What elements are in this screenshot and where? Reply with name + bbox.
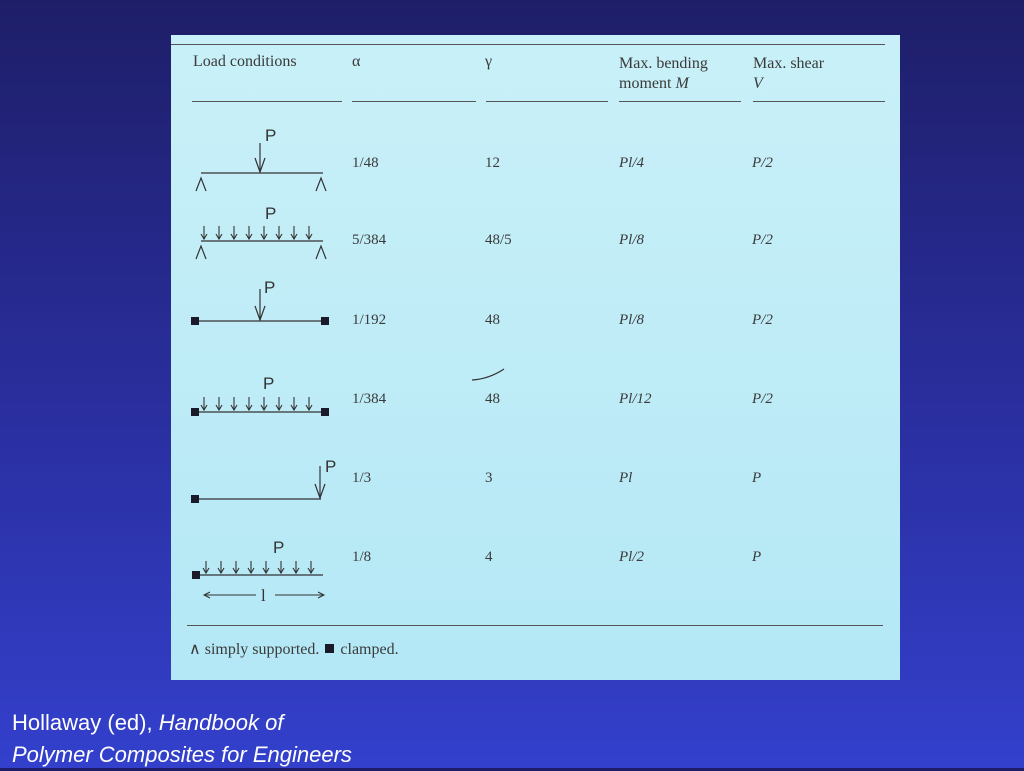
row-1-shear: P/2 xyxy=(752,155,773,171)
bottom-rule xyxy=(187,625,883,626)
distributed-arrows xyxy=(201,226,312,239)
header-moment-symbol: M xyxy=(675,75,689,92)
header-moment-word: moment xyxy=(619,75,672,92)
header-gamma: γ xyxy=(485,53,493,70)
simply-supported-text: simply supported. xyxy=(204,641,320,658)
legend xyxy=(189,639,399,659)
diagram-clamped-point-load xyxy=(171,275,341,335)
distributed-arrows xyxy=(203,561,314,573)
row-2-alpha: 5/384 xyxy=(352,232,387,248)
row-3-gamma: 48 xyxy=(485,312,500,328)
diagram-clamped-distributed-load xyxy=(171,371,341,421)
diagram-svg-3 xyxy=(171,275,341,335)
load-label: P xyxy=(273,538,285,557)
clamp-left-square xyxy=(192,571,200,579)
clamped-square-icon xyxy=(325,644,334,653)
top-rule xyxy=(171,44,885,45)
row-4-moment: Pl/12 xyxy=(619,391,652,407)
header-moment-line2 xyxy=(619,74,708,94)
diagram-svg-5 xyxy=(171,455,346,510)
clamp-right-square xyxy=(321,317,329,325)
distributed-arrows xyxy=(201,397,312,410)
simply-supported-symbol: ∧ xyxy=(189,641,201,658)
caption-title-line1: Handbook of xyxy=(158,710,284,735)
row-6-alpha: 1/8 xyxy=(352,549,372,565)
row-1-alpha: 1/48 xyxy=(352,155,379,171)
row-3-moment: Pl/8 xyxy=(619,312,644,328)
header-load-conditions: Load conditions xyxy=(193,53,297,70)
caption-author: Hollaway (ed), xyxy=(12,710,153,735)
header-max-shear xyxy=(753,54,824,94)
diagram-cantilever-point-load xyxy=(171,455,346,510)
header-alpha: α xyxy=(352,53,361,70)
clamp-right-square xyxy=(321,408,329,416)
clamp-left-square xyxy=(191,408,199,416)
header-underline-shear xyxy=(753,101,885,102)
row-1-gamma: 12 xyxy=(485,155,500,171)
row-5-alpha: 1/3 xyxy=(352,470,372,486)
table-panel xyxy=(171,35,900,680)
diagram-svg-4 xyxy=(171,371,341,421)
row-6-gamma: 4 xyxy=(485,549,493,565)
row-6-moment: Pl/2 xyxy=(619,549,644,565)
row-2-moment: Pl/8 xyxy=(619,232,644,248)
row-3-shear: P/2 xyxy=(752,312,773,328)
caption xyxy=(12,707,352,771)
row-6-shear: P xyxy=(752,549,762,565)
clamped-text: clamped. xyxy=(340,641,399,658)
header-underline-alpha xyxy=(352,101,476,102)
pen-mark xyxy=(469,365,509,385)
header-underline-moment xyxy=(619,101,741,102)
diagram-svg-1 xyxy=(171,121,341,191)
diagram-cantilever-distributed-load xyxy=(171,535,341,610)
clamp-left-square xyxy=(191,495,199,503)
header-underline-load xyxy=(192,101,342,102)
load-label: P xyxy=(265,204,277,223)
row-4-gamma: 48 xyxy=(485,391,500,407)
row-4-alpha: 1/384 xyxy=(352,391,387,407)
header-underline-gamma xyxy=(486,101,608,102)
row-5-shear: P xyxy=(752,470,762,486)
caption-line1 xyxy=(12,707,352,739)
row-2-gamma: 48/5 xyxy=(485,232,512,248)
diagram-simply-supported-point-load xyxy=(171,121,341,191)
header-moment-line1: Max. bending xyxy=(619,55,708,72)
header-max-bending-moment xyxy=(619,54,708,94)
header-shear-symbol: V xyxy=(753,75,763,92)
load-label: P xyxy=(263,374,275,393)
load-label: P xyxy=(265,126,277,145)
row-3-alpha: 1/192 xyxy=(352,312,387,328)
diagram-svg-6 xyxy=(171,535,341,610)
length-label: l xyxy=(261,586,266,605)
load-label: P xyxy=(325,457,337,476)
row-2-shear: P/2 xyxy=(752,232,773,248)
row-5-moment: Pl xyxy=(619,470,633,486)
row-1-moment: Pl/4 xyxy=(619,155,644,171)
caption-title-line2: Polymer Composites for Engineers xyxy=(12,742,352,767)
row-4-shear: P/2 xyxy=(752,391,773,407)
diagram-simply-supported-distributed-load xyxy=(171,201,341,271)
load-label: P xyxy=(264,278,276,297)
diagram-svg-2 xyxy=(171,201,341,271)
header-shear-line1: Max. shear xyxy=(753,55,825,72)
row-5-gamma: 3 xyxy=(485,470,493,486)
clamp-left-square xyxy=(191,317,199,325)
